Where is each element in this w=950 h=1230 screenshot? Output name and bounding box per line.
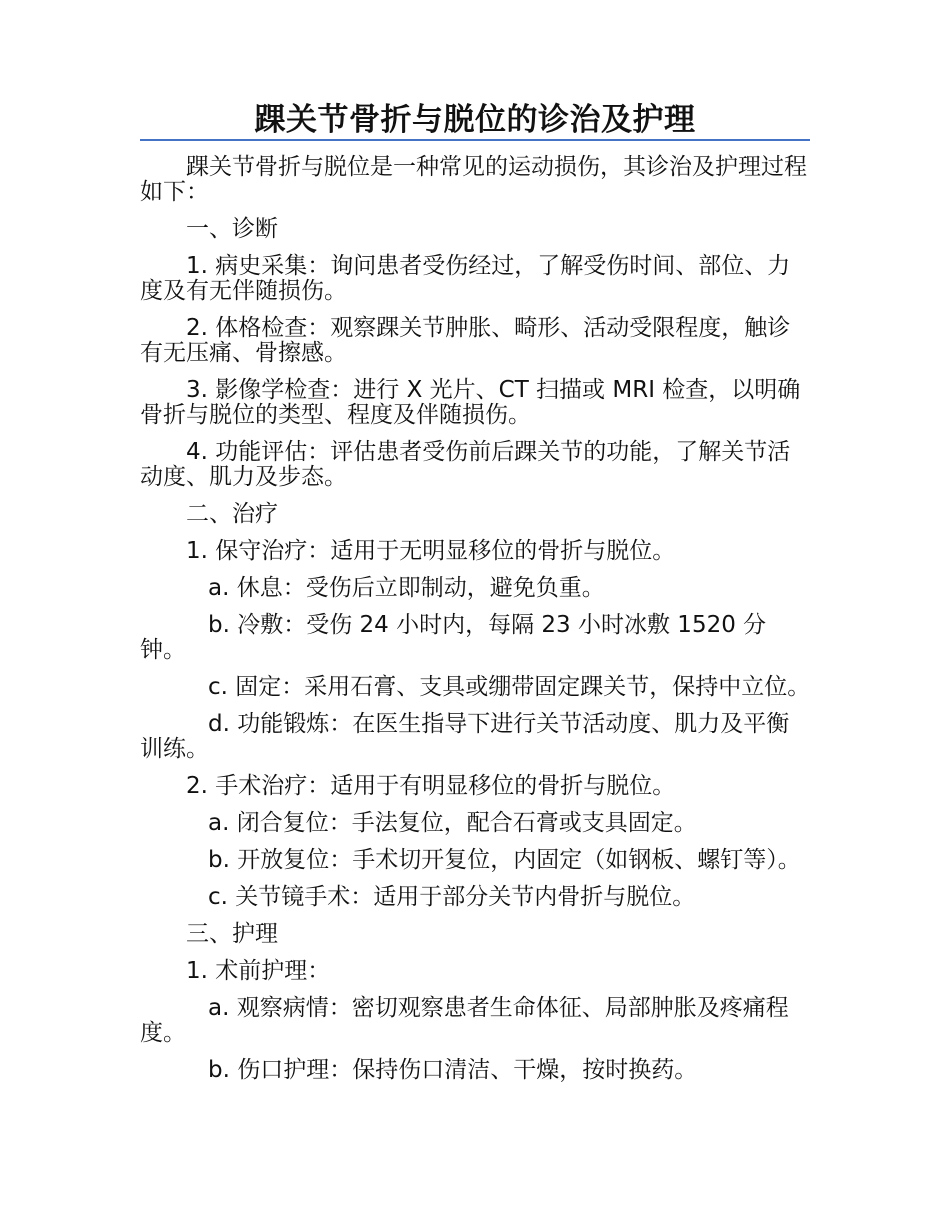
paragraph-preop-nursing: 1. 术前护理： [186,958,331,984]
paragraph-imaging: 3. 影像学检查：进行 X 光片、CT 扫描或 MRI 检查，以明确骨折与脱位的类型、程度及伴随损伤。 [140,377,801,428]
paragraph-conservative: 1. 保守治疗：适用于无明显移位的骨折与脱位。 [186,538,676,564]
document-title: 踝关节骨折与脱位的诊治及护理 [254,102,696,138]
heading-treatment: 二、治疗 [186,501,278,527]
list-item-exercise: d. 功能锻炼：在医生指导下进行关节活动度、肌力及平衡训练。 [140,711,790,762]
list-item-open-reduction: b. 开放复位：手术切开复位，内固定（如钢板、螺钉等）。 [208,847,801,873]
title-underline [140,139,810,141]
paragraph-intro: 踝关节骨折与脱位是一种常见的运动损伤，其诊治及护理过程如下： [140,154,807,205]
paragraph-function-eval: 4. 功能评估：评估患者受伤前后踝关节的功能，了解关节活动度、肌力及步态。 [140,439,791,490]
list-item-arthroscopy: c. 关节镜手术：适用于部分关节内骨折与脱位。 [208,884,696,910]
list-item-wound-care: b. 伤口护理：保持伤口清洁、干燥，按时换药。 [208,1057,698,1083]
heading-nursing: 三、护理 [186,921,278,947]
paragraph-surgery: 2. 手术治疗：适用于有明显移位的骨折与脱位。 [186,773,676,799]
heading-diagnosis: 一、诊断 [186,216,278,242]
document-body [140,155,812,1095]
list-item-observe: a. 观察病情：密切观察患者生命体征、局部肿胀及疼痛程度。 [140,995,789,1046]
list-item-cold-compress: b. 冷敷：受伤 24 小时内，每隔 23 小时冰敷 1520 分钟。 [140,612,767,663]
list-item-fixation: c. 固定：采用石膏、支具或绷带固定踝关节，保持中立位。 [208,674,811,700]
paragraph-history: 1. 病史采集：询问患者受伤经过，了解受伤时间、部位、力度及有无伴随损伤。 [140,253,791,304]
list-item-rest: a. 休息：受伤后立即制动，避免负重。 [208,575,605,601]
paragraph-physical-exam: 2. 体格检查：观察踝关节肿胀、畸形、活动受限程度，触诊有无压痛、骨擦感。 [140,315,791,366]
list-item-closed-reduction: a. 闭合复位：手法复位，配合石膏或支具固定。 [208,810,697,836]
